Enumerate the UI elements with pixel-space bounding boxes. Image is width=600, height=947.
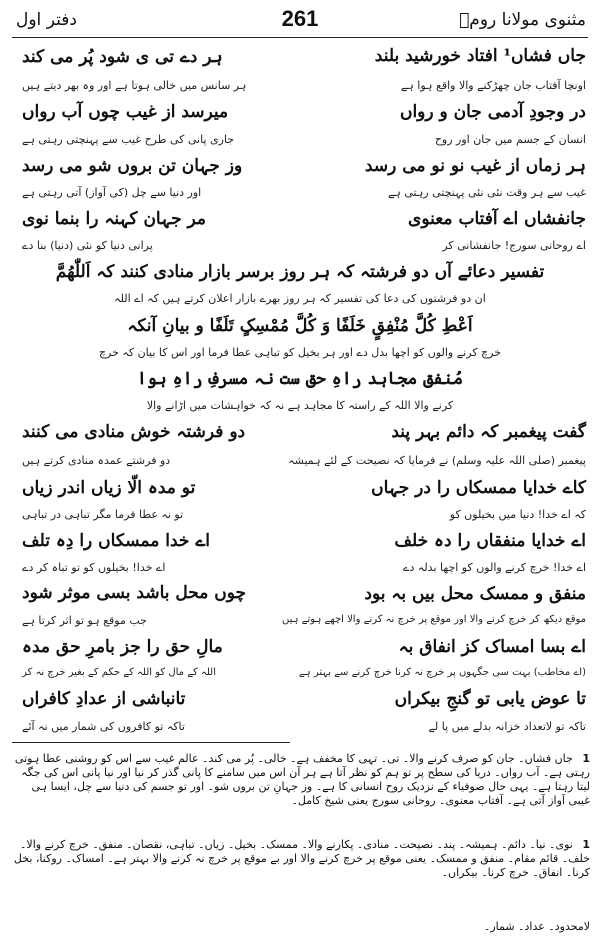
- verse-left: تو مدہ الّا زیاں اندر زیاں: [22, 478, 196, 498]
- verse-right: اے خدایا منفقاں را دہ خلف: [394, 531, 586, 551]
- section-heading: تفسیر دعائے آں دو فرشتہ کہ ہر روز برسر بازار منادی کنند کہ اَللّٰھُمَّ: [55, 262, 545, 282]
- translation-left: جب موقع ہو تو اثر کرتا ہے: [22, 614, 147, 627]
- footnote-marker: 1: [582, 752, 590, 765]
- book-title: مثنوی مولانا رومؒ: [459, 10, 586, 30]
- translation-right: موقع دیکھ کر خرچ کرنے والا اور موقع پر خرچ نہ کرنے والا اچھے ہوتے ہیں: [281, 614, 586, 625]
- translation-right: اے خدا! خرچ کرنے والوں کو اچھا بدلہ دے: [403, 561, 586, 574]
- translation-right: اونچا آفتاب جان چھڑکنے والا واقع ہوا ہے: [400, 79, 586, 92]
- section-heading-translation: ان دو فرشتوں کی دعا کی تفسیر کہ ہر روز بھرے بازار اعلان کرتے ہیں کہ اے اللہ: [114, 292, 486, 305]
- section-subheading-translation: کرنے والا اللہ کے راستہ کا مجاہد ہے نہ کہ خواہشات میں اڑانے والا: [146, 399, 454, 412]
- page-header: [8, 6, 592, 36]
- translation-left: ہر سانس میں خالی ہوتا ہے اور وہ بھر دیتے ہیں: [22, 79, 247, 92]
- translation-right: کہ اے خدا! دنیا میں بخیلوں کو: [449, 508, 586, 521]
- verse-right: کاے خدایا ممسکاں را در جہاں: [371, 478, 586, 498]
- verse-left: اے خدا ممسکاں را دِہ تلف: [22, 531, 211, 551]
- verse-right: تا عوض یابی تو گنجِ بیکراں: [394, 689, 586, 709]
- verse-right: ہر زماں از غیب نو نو می رسد: [364, 156, 586, 176]
- footnote: [10, 752, 590, 808]
- footnote-marker: 1: [582, 838, 590, 851]
- verse-left: مر جہان کہنہ را بنما نوی: [22, 209, 206, 229]
- translation-left: اور دنیا سے چل (کی آواز) آتی رہتی ہے: [22, 186, 202, 199]
- verse-left: میرسد از غیب چوں آب رواں: [22, 102, 229, 122]
- footnote: [10, 920, 590, 934]
- translation-right: انسان کے جسم میں جان اور روح: [434, 133, 586, 146]
- translation-left: پرانی دنیا کو نئی (دنیا) بنا دے: [22, 239, 153, 252]
- translation-left: تاکہ تو کافروں کی شمار میں نہ آئے: [22, 720, 185, 733]
- footnote-rule: [12, 742, 290, 743]
- translation-right: (اے مخاطب) بہت سی جگہوں پر خرچ نہ کرنا خرچ کرنے سے بہتر ہے: [298, 667, 586, 678]
- verse-right: اے بسا امساک کز انفاق بہ: [398, 637, 586, 657]
- verse-right: در وجودِ آدمی جان و رواں: [399, 102, 586, 122]
- verse-left: تانباشی از عدادِ کافراں: [22, 689, 186, 709]
- verse-right: گفت پیغمبر کہ دائم بہر پند: [391, 422, 586, 442]
- translation-right: غیب سے ہر وقت نئی نئی پہنچتی رہتی ہے: [387, 186, 586, 199]
- translation-right: تاکہ تو لاتعداد خزانہ بدلے میں پا لے: [428, 720, 586, 733]
- footnote-text: لامحدود۔ عداد۔ شمار۔: [483, 920, 590, 933]
- verse-left: چوں محل باشد بسی موثر شود: [22, 583, 247, 603]
- verse-right: منفق و ممسک محل بیں بہ بود: [364, 584, 586, 604]
- footnote: [10, 838, 590, 880]
- arabic-verse-translation: خرچ کرنے والوں کو اچھا بدل دے اور ہر بخیل کو تباہی عطا فرما اور اس کا بیان کہ خرچ: [98, 346, 502, 359]
- verse-right: جاں فشاں¹ افتاد خورشید بلند: [374, 46, 586, 66]
- translation-left: دو فرشتے عمدہ منادی کرتے ہیں: [22, 454, 171, 467]
- verse-right: جانفشاں اے آفتاب معنوی: [408, 209, 586, 229]
- volume-label: دفتر اول: [16, 10, 77, 30]
- arabic-verse: اَعْطِ کُلَّ مُنْفِقٍ خَلَفًا وَ کُلَّ مُمْسِکٍ تَلَفًا و بیانِ آنکہ: [127, 316, 473, 336]
- translation-left: تو نہ عطا فرما مگر تباہی در تباہی: [22, 508, 184, 521]
- footnote-text: جاں فشاں۔ جان کو صرف کرنے والا۔ تی۔ تہی کا مخفف ہے۔ خالی۔ پُر می کند۔ عالم غیب سے اس کو روشنی عطا ہوتی رہتی ہے۔ آب رواں۔ دریا کی سطح پر تو ہم کو نظر آتا ہے ہر آن اس میں سامنے کا پانی گذر کر نیا اور نیا پانی اس کی جگہ لیتا رہتا ہے۔ یہی حال صوفیاء کے نزدیک روح انسانی کا ہے۔ وز جہانِ تن بروں شو۔ اور تو جسم کی دنیا سے چل، ایسا ہی غیبی آواز آتی ہے۔ آفتاب معنوی۔ روحانی سورج یعنی شیخ کامل۔: [14, 752, 590, 807]
- verse-left: ہر دے تی ی شود پُر می کند: [22, 47, 223, 67]
- translation-right: پیغمبر (صلی اللہ علیہ وسلم) نے فرمایا کہ نصیحت کے لئے ہمیشہ: [288, 454, 586, 467]
- verse-left: وز جہان تن بروں شو می رسد: [22, 156, 243, 176]
- page-number: 261: [281, 6, 319, 31]
- verse-left: دو فرشتہ خوش منادی می کنند: [22, 422, 246, 442]
- footnote-text: نوی۔ نیا۔ دائم۔ ہمیشہ۔ پند۔ نصیحت۔ منادی۔ پکارنے والا۔ ممسک۔ بخیل۔ زیاں۔ تباہی، نقصان۔ منفق۔ خرچ کرنے والا۔ خلف۔ قائم مقام۔ منفق و ممسک۔ یعنی موقع پر خرچ کرنے والا اور بے موقع پر خرچ نہ کرنے والا بہتر ہے۔ امساک۔ روکنا، بخل کرنا۔ انفاق۔ خرچ کرنا۔ بیکراں۔: [13, 838, 590, 879]
- header-rule: [12, 37, 588, 38]
- verse-left: مالِ حق را جز بامرِ حق مدہ: [22, 637, 223, 657]
- translation-left: اے خدا! بخیلوں کو تو تباہ کر دے: [22, 561, 166, 574]
- section-subheading: مُنفق مجاہد راہِ حق ست نہ مسرفِ راہِ ہوا: [136, 369, 464, 389]
- translation-left: اللہ کے مال کو اللہ کے حکم کے بغیر خرچ نہ کر: [22, 667, 216, 678]
- translation-right: اے روحانی سورج! جانفشانی کر: [442, 239, 586, 252]
- translation-left: جاری پانی کی طرح غیب سے پہنچتی رہتی ہے: [22, 133, 235, 146]
